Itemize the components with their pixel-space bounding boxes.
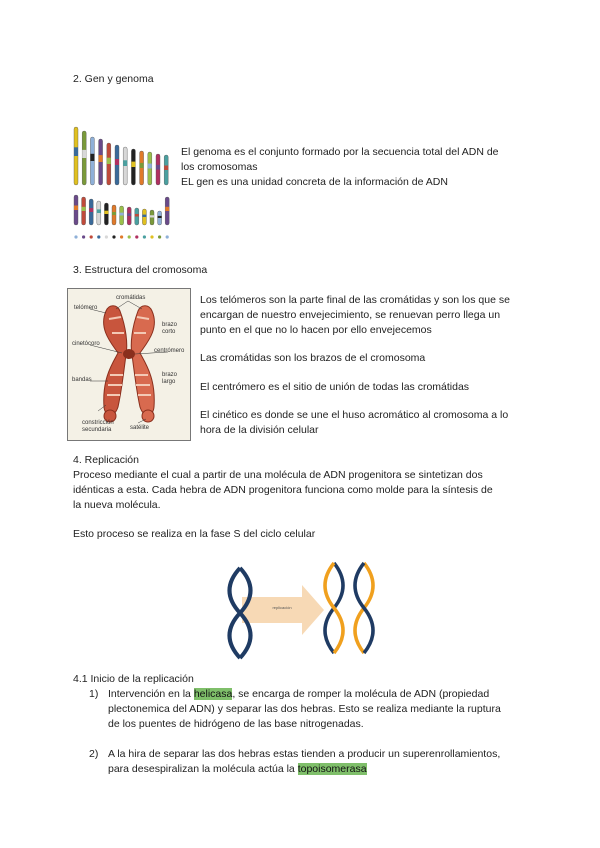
label-brazo-largo-2: largo bbox=[162, 379, 176, 385]
section-41-heading: 4.1 Inicio de la replicación bbox=[73, 673, 194, 685]
label-constriccion-1: constricción bbox=[82, 420, 114, 426]
chromosome-band-7 bbox=[131, 162, 135, 167]
replicacion-line-3: la nueva molécula. bbox=[73, 499, 161, 511]
item-1-number: 1) bbox=[89, 688, 99, 700]
chromosome-band-2 bbox=[90, 154, 94, 161]
chromosome-band-12 bbox=[142, 215, 146, 217]
topoisomerasa-highlight: topoisomerasa bbox=[297, 763, 367, 775]
label-brazo-corto-1: brazo bbox=[162, 322, 178, 328]
small-chromosome-8 bbox=[135, 235, 138, 238]
section-4-heading: 4. Replicación bbox=[73, 454, 139, 466]
cinetico-line-2: hora de la división celular bbox=[200, 424, 319, 436]
chromosome-band-11 bbox=[135, 214, 139, 217]
genome-line-3: EL gen es una unidad concreta de la información de ADN bbox=[181, 176, 448, 188]
karyotype-figure bbox=[72, 95, 178, 247]
small-chromosome-3 bbox=[97, 235, 100, 238]
item-2-line-2 bbox=[108, 763, 367, 776]
telomeros-line-1: Los telómeros son la parte final de las cromátidas y son los que se bbox=[200, 294, 510, 306]
chromosome-band-7 bbox=[104, 211, 108, 214]
chromosome-band-8 bbox=[112, 212, 116, 215]
centromero-text: El centrómero es el sitio de unión de todas las cromátidas bbox=[200, 381, 470, 393]
small-chromosome-7 bbox=[128, 235, 131, 238]
chromosome-band-11 bbox=[164, 166, 168, 171]
section-2-heading: 2. Gen y genoma bbox=[73, 73, 154, 85]
chromosome-band-10 bbox=[127, 213, 131, 216]
chromosome-band-9 bbox=[120, 213, 124, 216]
label-bandas: bandas bbox=[72, 377, 92, 383]
small-chromosome-10 bbox=[150, 235, 153, 238]
arrow-label: replicación bbox=[272, 605, 292, 610]
small-chromosome-11 bbox=[158, 235, 161, 238]
small-chromosome-9 bbox=[143, 235, 146, 238]
small-chromosome-6 bbox=[120, 235, 123, 238]
chromosome-band-3 bbox=[74, 206, 78, 211]
replication-arrow bbox=[242, 585, 324, 635]
small-chromosome-2 bbox=[90, 235, 93, 238]
chromosome-band-6 bbox=[97, 209, 101, 213]
chromosome-band-15 bbox=[165, 207, 169, 211]
item-1-line-3: de los puentes de hidrógeno de las base nitrogenadas. bbox=[108, 718, 364, 730]
item-2-number: 2) bbox=[89, 748, 99, 760]
helicasa-highlight: helicasa bbox=[193, 688, 233, 700]
chromosome-band-1 bbox=[82, 150, 86, 158]
cromatidas-text: Las cromátidas son los brazos de el cromosoma bbox=[200, 352, 426, 364]
label-cinetocoro: cinetócoro bbox=[72, 341, 100, 347]
telomeros-line-3: punto en el que no lo hacen por ello envejecemos bbox=[200, 324, 432, 336]
chromosome-band-13 bbox=[150, 215, 154, 217]
telomeros-line-2: encargan de nuestro envejecimiento, se renuevan perro llega un bbox=[200, 309, 501, 321]
label-telomero: telómero bbox=[74, 305, 98, 311]
replication-figure bbox=[226, 553, 386, 668]
chromosome-band-4 bbox=[82, 207, 86, 211]
small-chromosome-4 bbox=[105, 235, 108, 238]
chromosome-band-0 bbox=[74, 147, 78, 156]
label-centromero: centrómero bbox=[154, 348, 185, 354]
chromosome-band-8 bbox=[140, 163, 144, 168]
genome-line-1: El genoma es el conjunto formado por la secuencia total del ADN de bbox=[181, 146, 499, 158]
item-2-pre: para desespiralizan la molécula actúa la bbox=[108, 763, 298, 775]
label-brazo-corto-2: corto bbox=[162, 329, 176, 335]
chromosome-figure bbox=[67, 288, 191, 441]
item-1-line-2: plectonemica del ADN) y separar las dos hebras. Esto se realiza mediante la ruptura bbox=[108, 703, 501, 715]
chromosome-band-14 bbox=[158, 216, 162, 218]
small-chromosome-5 bbox=[112, 235, 115, 238]
item-2-line-1: A la hira de separar las dos hebras estas tienden a producir un superenrollamientos, bbox=[108, 748, 501, 760]
chromosome-band-5 bbox=[115, 159, 119, 165]
label-constriccion-2: secundaria bbox=[82, 427, 112, 433]
item-1-post: , se encarga de romper la molécula de ADN (propiedad bbox=[232, 688, 490, 700]
chromosome-band-9 bbox=[148, 164, 152, 169]
replicacion-line-1: Proceso mediante el cual a partir de una molécula de ADN progenitora se sintetizan dos bbox=[73, 469, 483, 481]
chromosome-band-3 bbox=[99, 155, 103, 162]
item-1-pre: Intervención en la bbox=[108, 688, 194, 700]
small-chromosome-1 bbox=[82, 235, 85, 238]
small-chromosome-0 bbox=[74, 235, 77, 238]
label-cromatidas: cromátidas bbox=[116, 295, 146, 301]
genome-line-2: los cromosomas bbox=[181, 161, 258, 173]
replicacion-line-2: idénticas a esta. Cada hebra de ADN progenitora funciona como molde para la síntesis de bbox=[73, 484, 493, 496]
small-chromosome-12 bbox=[166, 235, 169, 238]
label-brazo-largo-1: brazo bbox=[162, 372, 178, 378]
section-3-heading: 3. Estructura del cromosoma bbox=[73, 264, 208, 276]
chromosome-band-5 bbox=[89, 208, 93, 212]
chromosome-band-10 bbox=[156, 165, 160, 170]
chromosome-band-6 bbox=[123, 160, 127, 166]
fase-s-text: Esto proceso se realiza en la fase S del ciclo celular bbox=[73, 528, 316, 540]
cinetico-line-1: El cinético es donde se une el huso acromático al cromosoma a lo bbox=[200, 409, 509, 421]
label-satelite: satélite bbox=[130, 425, 150, 431]
chromosome-band-4 bbox=[107, 158, 111, 164]
item-1-line-1 bbox=[108, 688, 489, 701]
